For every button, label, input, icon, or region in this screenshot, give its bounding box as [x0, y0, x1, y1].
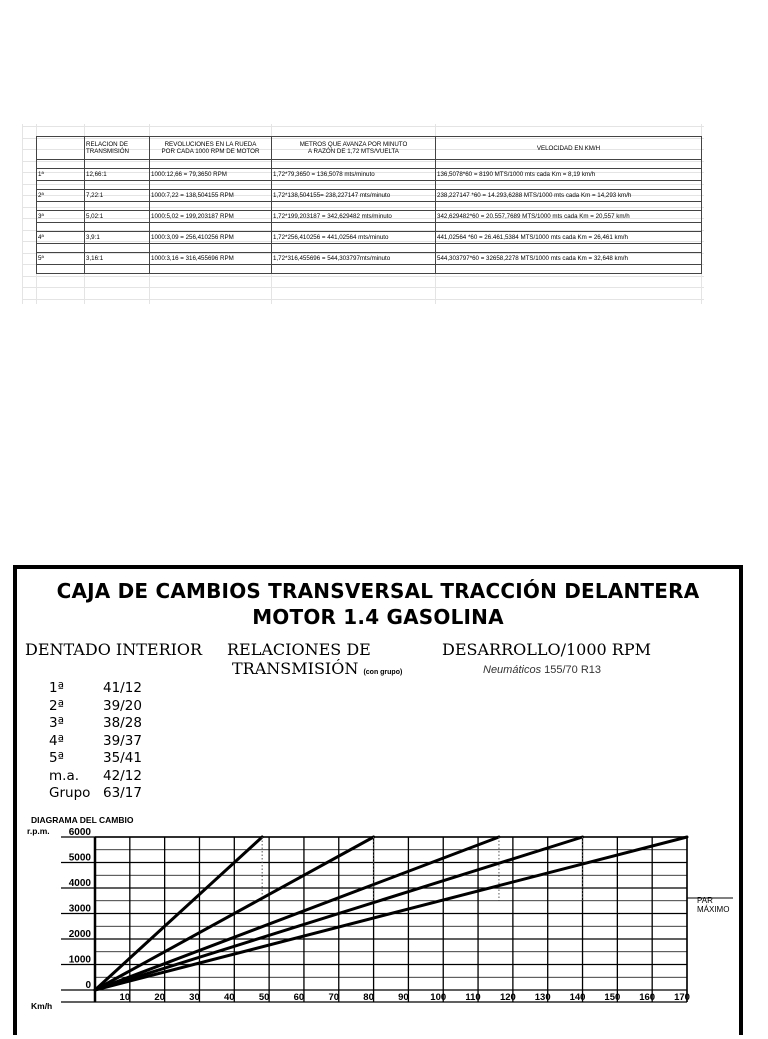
table-cell: 136,5078*60 = 8190 MTS/1000 mts cada Km = 8,19 km/h: [436, 169, 702, 181]
chart-y-tick-label: 4000: [68, 878, 91, 889]
table-cell: 12,66:1: [85, 169, 150, 181]
table-spacer-row: [37, 223, 702, 232]
table-header-cell: [272, 137, 436, 160]
spec-title: CAJA DE CAMBIOS TRANSVERSAL TRACCIÓN DELANTERA: [56, 579, 700, 603]
chart-x-tick-label: 110: [465, 992, 481, 1003]
chart-y-tick-label: 6000: [68, 827, 91, 838]
table-cell: 1,72*316,455696 = 544,303797mts/minuto: [272, 253, 436, 265]
table-empty-cell: [37, 160, 85, 169]
spec-teeth: 35/41: [103, 750, 142, 766]
table-empty-cell: [150, 244, 272, 253]
header-ratios-line1: RELACIONES DE: [227, 640, 371, 659]
table-empty-cell: [85, 223, 150, 232]
table-cell: 238,227147 *60 = 14.293,6288 MTS/1000 mts cada Km = 14,293 km/h: [436, 190, 702, 202]
table-header-text: A RAZÓN DE 1,72 MTS/VUELTA: [308, 148, 399, 155]
chart-x-tick-label: 170: [674, 992, 690, 1003]
table-empty-cell: [85, 181, 150, 190]
spec-teeth: 39/20: [103, 697, 142, 714]
spec-gear: 3ª: [49, 715, 64, 731]
table-cell: 1ª: [37, 169, 85, 181]
table-cell: 4ª: [37, 232, 85, 244]
table-empty-cell: [436, 265, 702, 274]
table-cell: 7,22:1: [85, 190, 150, 202]
table-cell: 5,02:1: [85, 211, 150, 223]
table-spacer-row: [37, 202, 702, 211]
table-empty-cell: [85, 160, 150, 169]
chart-y-tick-label: 5000: [68, 852, 91, 864]
chart-x-tick-label: 50: [258, 992, 270, 1003]
par-label: PAR: [697, 896, 713, 905]
table-cell: 1000:3,16 = 316,455696 RPM: [150, 253, 272, 265]
table-cell: 1,72*256,410256 = 441,02564 mts/minuto: [272, 232, 436, 244]
table-row: [37, 169, 702, 181]
table-empty-cell: [85, 244, 150, 253]
chart-x-tick-label: 70: [328, 992, 340, 1003]
table-empty-cell: [37, 265, 85, 274]
table-header-cell: [37, 137, 85, 160]
diagram-title: DIAGRAMA DEL CAMBIO: [31, 815, 134, 825]
table-empty-cell: [150, 265, 272, 274]
spec-gear: 2ª: [49, 697, 64, 714]
spec-gear: 4ª: [49, 732, 64, 749]
table-header-cell: [85, 137, 150, 160]
chart-x-tick-label: 40: [224, 992, 235, 1003]
background-gridline: [22, 124, 23, 304]
table-cell: 1000:3,09 = 256,410256 RPM: [150, 232, 272, 244]
table-cell: 3ª: [37, 211, 85, 223]
table-row: [37, 232, 702, 244]
header-ratios-transmision: TRANSMISIÓN: [232, 659, 359, 678]
table-empty-cell: [436, 223, 702, 232]
table-cell: 1000:7,22 = 138,504155 RPM: [150, 190, 272, 202]
chart-x-tick-label: 160: [639, 992, 656, 1003]
table-header-text: POR CADA 1000 RPM DE MOTOR: [161, 148, 260, 155]
table-header-row: [37, 137, 702, 160]
chart-x-tick-label: 80: [363, 992, 374, 1003]
table-cell: 5ª: [37, 253, 85, 265]
table-header-text: RELACION DE: [86, 141, 128, 148]
background-gridline: [22, 299, 704, 300]
maximo-label: MÁXIMO: [697, 905, 730, 914]
table-empty-cell: [436, 181, 702, 190]
table-empty-cell: [85, 265, 150, 274]
chart-y-tick-label: 0: [85, 980, 91, 991]
tires-label: Neumáticos: [483, 664, 542, 676]
chart-x-tick-label: 60: [293, 992, 305, 1003]
table-empty-cell: [272, 181, 436, 190]
table-cell: 441,02564 *60 = 26.461,5384 MTS/1000 mts cada Km = 26,461 km/h: [436, 232, 702, 244]
table-spacer-row: [37, 265, 702, 274]
background-gridline: [22, 276, 704, 277]
table-empty-cell: [272, 265, 436, 274]
gear-calculation-table: [36, 136, 702, 274]
table-cell: 3,9:1: [85, 232, 150, 244]
rpm-axis-label: r.p.m.: [27, 826, 50, 836]
table-header-text: TRANSMISIÓN: [86, 148, 129, 155]
table-empty-cell: [150, 160, 272, 169]
chart-x-tick-label: 130: [534, 992, 551, 1003]
chart-y-tick-label: 3000: [68, 903, 91, 915]
chart-y-tick-label: 2000: [68, 929, 91, 940]
table-header-text: REVOLUCIONES EN LA RUEDA: [164, 141, 257, 148]
table-header-text: METROS QUE AVANZA POR MINUTO: [299, 141, 408, 148]
table-cell: 544,303797*60 = 32658,2278 MTS/1000 mts cada Km = 32,648 km/h: [436, 253, 702, 265]
table-cell: 1,72*138,504155= 238,227147 mts/minuto: [272, 190, 436, 202]
chart-x-tick-label: 100: [430, 992, 447, 1003]
spec-teeth: 63/17: [103, 785, 142, 801]
table-empty-cell: [85, 202, 150, 211]
chart-x-tick-label: 20: [154, 992, 165, 1003]
table-empty-cell: [37, 181, 85, 190]
spec-gear: Grupo: [49, 785, 91, 801]
spec-teeth: 39/37: [103, 732, 142, 749]
table-spacer-row: [37, 181, 702, 190]
chart-x-tick-label: 150: [604, 992, 621, 1003]
table-row: [37, 253, 702, 265]
table-cell: 2ª: [37, 190, 85, 202]
header-internal-teeth: DENTADO INTERIOR: [25, 640, 203, 659]
table-cell: 1000:12,66 = 79,3650 RPM: [150, 169, 272, 181]
table-empty-cell: [150, 181, 272, 190]
table-empty-cell: [150, 202, 272, 211]
table-empty-cell: [272, 202, 436, 211]
header-ratios-note: (con grupo): [363, 669, 403, 676]
spec-subtitle: MOTOR 1.4 GASOLINA: [252, 605, 504, 629]
table-empty-cell: [436, 244, 702, 253]
background-gridline: [22, 126, 704, 127]
table-header-cell: [436, 137, 702, 160]
table-cell: 1,72*199,203187 = 342,629482 mts/minuto: [272, 211, 436, 223]
tires-value: 155/70 R13: [544, 664, 602, 676]
table-header-cell: [150, 137, 272, 160]
gear-shift-diagram: [17, 569, 739, 1039]
table-cell: 1,72*79,3650 = 136,5078 mts/minuto: [272, 169, 436, 181]
table-empty-cell: [37, 223, 85, 232]
chart-x-tick-label: 90: [398, 992, 409, 1003]
table-cell: 342,629482*60 = 20.557,7689 MTS/1000 mts cada Km = 20,557 km/h: [436, 211, 702, 223]
table-row: [37, 190, 702, 202]
table-header-text: VELOCIDAD EN KM/H: [536, 144, 601, 152]
table-cell: 3,16:1: [85, 253, 150, 265]
spec-gear: 1ª: [49, 680, 64, 696]
table-cell: 1000:5,02 = 199,203187 RPM: [150, 211, 272, 223]
chart-x-tick-label: 120: [499, 992, 516, 1003]
spec-gear: 5ª: [49, 750, 64, 766]
table-empty-cell: [37, 244, 85, 253]
table-empty-cell: [150, 223, 272, 232]
table-empty-cell: [436, 202, 702, 211]
chart-x-tick-label: 10: [119, 992, 131, 1003]
table-row: [37, 211, 702, 223]
chart-x-tick-label: 140: [569, 992, 586, 1003]
background-gridline: [22, 287, 704, 288]
chart-x-tick-label: 30: [189, 992, 200, 1003]
table-empty-cell: [436, 160, 702, 169]
table-empty-cell: [272, 244, 436, 253]
table-empty-cell: [272, 223, 436, 232]
table-spacer-row: [37, 160, 702, 169]
kmh-axis-label: Km/h: [31, 1001, 53, 1011]
chart-y-tick-label: 1000: [68, 954, 91, 966]
spec-gear: m.a.: [49, 767, 80, 784]
spec-teeth: 41/12: [103, 680, 142, 696]
table-empty-cell: [272, 160, 436, 169]
table-spacer-row: [37, 244, 702, 253]
spec-teeth: 42/12: [103, 767, 142, 784]
header-development: DESARROLLO/1000 RPM: [442, 640, 651, 659]
table-empty-cell: [37, 202, 85, 211]
spec-teeth: 38/28: [103, 715, 142, 731]
gearbox-spec-sheet: [13, 565, 743, 1035]
